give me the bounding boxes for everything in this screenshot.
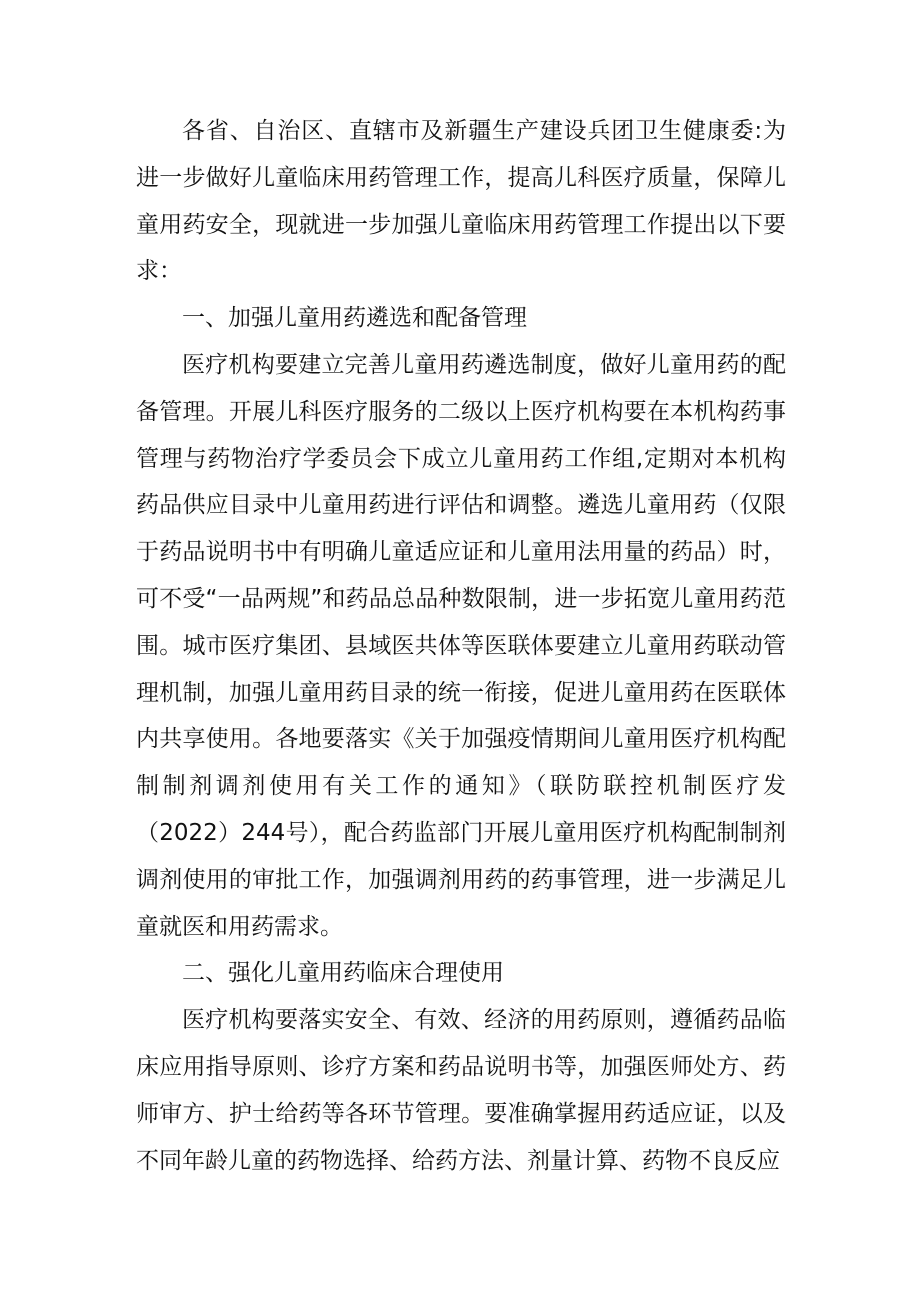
document-body bbox=[136, 108, 786, 1184]
paragraph-section-1: 医疗机构要建立完善儿童用药遴选制度，做好儿童用药的配备管理。开展儿科医疗服务的二级以上医疗机构要在本机构药事管理与药物治疗学委员会下成立儿童用药工作组,定期对本机构药品供应目录中儿童用药进行评估和调整。遴选儿童用药（仅限于药品说明书中有明确儿童适应证和儿童用法用量的药品）时，可不受“一品两规”和药品总品种数限制，进一步拓宽儿童用药范围。城市医疗集团、县域医共体等医联体要建立儿童用药联动管理机制，加强儿童用药目录的统一衔接，促进儿童用药在医联体内共享使用。各地要落实《关于加强疫情期间儿童用医疗机构配制制剂调剂使用有关工作的通知》（联防联控机制医疗发（2022）244号），配合药监部门开展儿童用医疗机构配制制剂调剂使用的审批工作，加强调剂用药的药事管理，进一步满足儿童就医和用药需求。 bbox=[136, 351, 786, 940]
paragraph-section-2: 医疗机构要落实安全、有效、经济的用药原则，遵循药品临床应用指导原则、诊疗方案和药品说明书等，加强医师处方、药师审方、护士给药等各环节管理。要准确掌握用药适应证，以及不同年龄儿童的药物选择、给药方法、剂量计算、药物不良反应 bbox=[136, 1007, 786, 1174]
paragraph-intro: 各省、自治区、直辖市及新疆生产建设兵团卫生健康委:为进一步做好儿童临床用药管理工作，提高儿科医疗质量，保障儿童用药安全，现就进一步加强儿童临床用药管理工作提出以下要求： bbox=[136, 118, 786, 285]
section-heading-1: 一、加强儿童用药遴选和配备管理 bbox=[182, 305, 527, 332]
section-heading-2: 二、强化儿童用药临床合理使用 bbox=[182, 960, 504, 987]
